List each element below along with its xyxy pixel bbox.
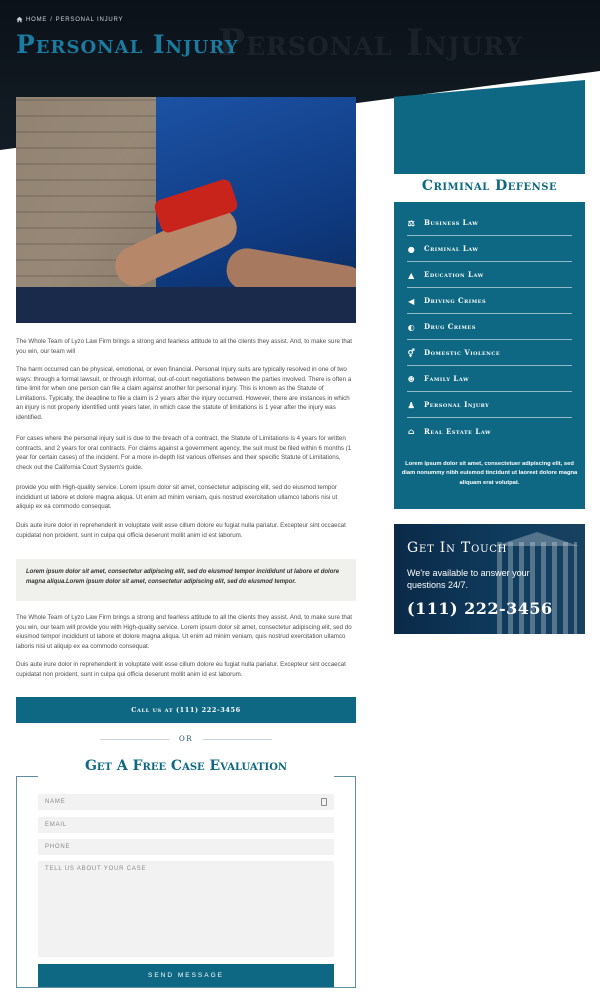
sidebar-item-family-law[interactable] bbox=[407, 366, 572, 392]
sidebar-heading: Criminal Defense bbox=[421, 178, 558, 194]
call-button[interactable]: Call us at (111) 222-3456 bbox=[16, 697, 356, 723]
sidebar-item-label: Education Law bbox=[424, 270, 484, 279]
paragraph-contract: For cases where the personal injury suit is due to the breach of a contract, the Statute of Limitations is 4 years for written contracts, and 2 years for oral contracts. For claims against a government agency, the suit must be filed within 6 months (1 year for certain cases) of the incident. For a more in-depth list various offenses and their specific Statute of Limitations, check out the California Court System's guide. bbox=[16, 435, 352, 471]
graduation-icon: ▲ bbox=[408, 269, 415, 280]
practice-areas-list bbox=[407, 210, 572, 444]
page-title: Personal Injury bbox=[16, 30, 239, 59]
sidebar-item-label: Family Law bbox=[424, 374, 470, 383]
email-placeholder: EMAIL bbox=[45, 822, 68, 828]
evaluation-title: Get A Free Case Evaluation bbox=[84, 758, 288, 774]
paragraph-harm: The harm occurred can be physical, emotional, or even financial. Personal Injury suits are typically resolved in one of two ways: through a formal lawsuit, or through informal, out-of-court negotiations between the parties involved. There is often a time limit for when one person can file a claim against another for personal injury. This is known as the Statute of Limitations. Typically, the deadline to file a claim is 2 years after the injury occurred. However, there are instances in which an injury is not properly identified until years later, in which case the statute of limitations is 1 year after the injury was identified. bbox=[16, 366, 352, 422]
get-in-touch-subtitle: We're available to answer your questions 24/7. bbox=[407, 568, 530, 590]
name-placeholder: NAME bbox=[45, 799, 66, 805]
venus-mars-icon: ⚥ bbox=[407, 347, 416, 358]
name-field[interactable] bbox=[38, 794, 334, 810]
or-label: OR bbox=[179, 735, 194, 743]
get-in-touch-title: Get In Touch bbox=[407, 540, 508, 556]
paragraph-duis-2: Duis aute irure dolor in reprehenderit in voluptate velit esse cillum dolore eu fugiat nulla pariatur. Excepteur sint occaecat cupidatat non proident, sunt in culpa qui officia deserunt mollit anim id est laborum. bbox=[16, 661, 346, 678]
sidebar-item-domestic-violence[interactable] bbox=[407, 340, 572, 366]
home-icon bbox=[16, 16, 23, 23]
sidebar-item-business-law[interactable] bbox=[407, 210, 572, 236]
get-in-touch-card bbox=[394, 524, 585, 634]
sidebar-item-label: Domestic Violence bbox=[424, 348, 501, 357]
sidebar-item-label: Personal Injury bbox=[424, 400, 490, 409]
sidebar-item-education-law[interactable] bbox=[407, 262, 572, 288]
balance-scale-icon: ⚖ bbox=[407, 217, 416, 228]
phone-number-link[interactable]: (111) 222-3456 bbox=[407, 599, 553, 618]
paragraph-service: provide you with High-quality service. Lorem ipsum dolor sit amet, consectetur adipiscing elit, sed do eiusmod tempor incididunt ut labore et dolore magna aliqua. Ut enim ad minim veniam, quis nostrud exercitation ullamco laboris nisi ut aliquip ex ea commodo consequat. bbox=[16, 484, 338, 511]
message-placeholder: TELL US ABOUT YOUR CASE bbox=[45, 866, 147, 872]
breadcrumb bbox=[16, 16, 123, 23]
user-injured-icon: ♟ bbox=[407, 399, 416, 410]
paragraph-duis: Duis aute irure dolor in reprehenderit in voluptate velit esse cillum dolore eu fugiat nulla pariatur. Excepteur sint occaecat cupidatat non proident, sunt in culpa qui officia deserunt mollit anim id est laborum. bbox=[16, 522, 346, 539]
hero-photo bbox=[16, 97, 356, 323]
send-message-button[interactable]: SEND MESSAGE bbox=[38, 964, 334, 987]
case-message-textarea[interactable] bbox=[38, 861, 334, 957]
sidebar-description: Lorem ipsum dolor sit amet, consectetuer adipiscing elit, sed diam nonummy nibh euismod tincidunt ut laoreet dolore magna aliquam erat volutpat. bbox=[401, 461, 578, 486]
pills-icon: ◐ bbox=[407, 321, 416, 332]
sidebar-item-personal-injury[interactable] bbox=[407, 392, 572, 418]
bullhorn-icon: ◀ bbox=[408, 295, 415, 306]
paragraph-team: The Whole Team of Lyzo Law Firm brings a strong and fearless attitude to all the clients they assist. And, to make sure that you win, our team will provide you with High-quality service. Lorem ipsum dolor sit amet, consectetur adipiscing elit, sed do eiusmod tempor incididunt ut labore et dolore magna aliqua. Ut enim ad minim veniam, quis nostrud exercitation ullamco laboris nisi ut aliquip ex ea commodo consequat. bbox=[16, 614, 353, 650]
or-divider bbox=[100, 733, 272, 745]
sidebar-item-driving-crimes[interactable] bbox=[407, 288, 572, 314]
sidebar-item-label: Real Estate Law bbox=[424, 426, 492, 436]
home-icon: ⌂ bbox=[407, 426, 416, 436]
sidebar-item-real-estate-law[interactable] bbox=[407, 418, 572, 444]
users-icon: ☻ bbox=[407, 373, 416, 384]
sidebar-item-criminal-law[interactable] bbox=[407, 236, 572, 262]
breadcrumb-separator: / bbox=[50, 16, 53, 23]
sidebar-item-label: Drug Crimes bbox=[424, 322, 476, 331]
email-field[interactable] bbox=[38, 817, 334, 833]
sidebar-item-label: Business Law bbox=[424, 218, 479, 227]
id-card-icon bbox=[321, 798, 327, 806]
paragraph-intro: The Whole Team of Lyzo Law Firm brings a strong and fearless attitude to all the clients they assist. And, to make sure that you win, our team will bbox=[16, 338, 353, 355]
phone-field[interactable] bbox=[38, 839, 334, 855]
breadcrumb-home-link[interactable]: HOME bbox=[26, 16, 48, 23]
sidebar-item-drug-crimes[interactable] bbox=[407, 314, 572, 340]
sidebar-item-label: Driving Crimes bbox=[424, 296, 487, 305]
sidebar-item-label: Criminal Law bbox=[424, 244, 479, 253]
breadcrumb-current: PERSONAL INJURY bbox=[55, 16, 124, 23]
page-title-ghost: Personal Injury bbox=[218, 22, 524, 64]
blockquote: Lorem ipsum dolor sit amet, consectetur adipiscing elit, sed do eiusmod tempor incididunt ut labore et dolore magna aliqua.Lorem ipsum dolor sit amet, consectetur adipiscing elit, sed do eiusmod tempor. bbox=[16, 559, 356, 601]
user-secret-icon: ● bbox=[407, 243, 416, 254]
phone-placeholder: PHONE bbox=[45, 844, 71, 850]
